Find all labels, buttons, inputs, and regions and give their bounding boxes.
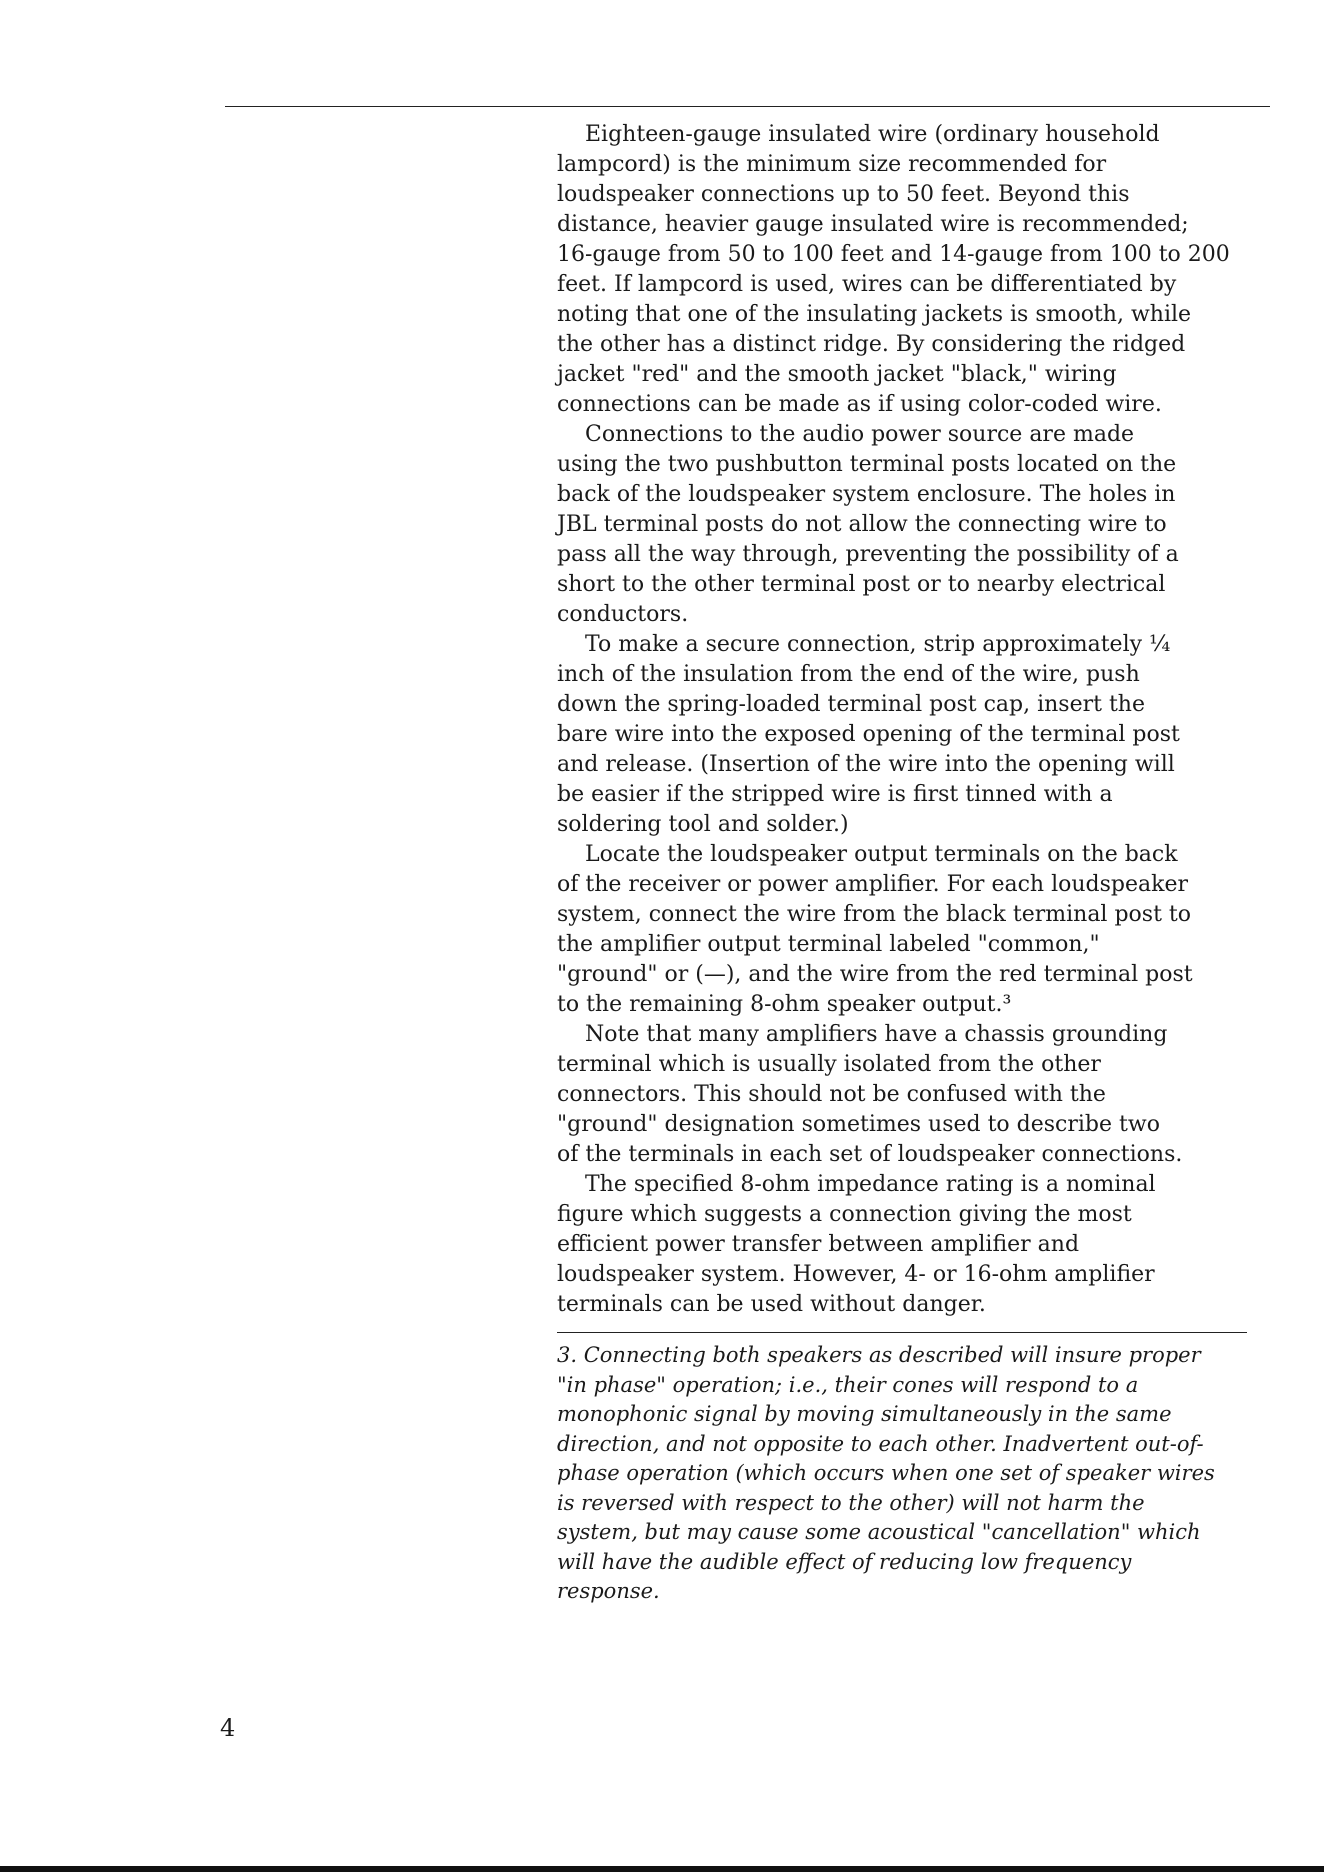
paragraph-output-terminals: Locate the loudspeaker output terminals on the back of the receiver or power amplifier. For each loudspeaker system, connect the wire from the black terminal post to the amplifier output terminal labeled "common," "ground" or (—), and the wire from the red terminal post to the remaining 8-ohm speaker output.³ <box>557 842 1193 1017</box>
paragraph-impedance: The specified 8-ohm impedance rating is a nominal figure which suggests a connection giving the most efficient power transfer between amplifier and loudspeaker system. However, 4- or 16-ohm amplifier terminals can be used without danger. <box>557 1172 1156 1317</box>
footnote-rule <box>557 1332 1247 1333</box>
paragraph-grounding: Note that many amplifiers have a chassis grounding terminal which is usually isolated from the other connectors. This should not be confused with the "ground" designation sometimes used to describe two of the terminals in each set of loudspeaker connections. <box>557 1022 1183 1167</box>
paragraph-wire-gauge: Eighteen-gauge insulated wire (ordinary household lampcord) is the minimum size recommended for loudspeaker connections up to 50 feet. Beyond this distance, heavier gauge insulated wire is recommended; 16-gauge from 50 to 100 feet and 14-gauge from 100 to 200 feet. If lampcord is used, wires can be differentiated by noting that one of the insulating jackets is smooth, while the other has a distinct ridge. By considering the ridged jacket "red" and the smooth jacket "black," wiring connections can be made as if using color-coded wire. <box>557 122 1230 417</box>
scan-edge-bar <box>0 1866 1324 1872</box>
page-number: 4 <box>220 1714 236 1742</box>
paragraph-secure-connection: To make a secure connection, strip approximately ¼ inch of the insulation from the end of the wire, push down the spring-loaded terminal post cap, insert the bare wire into the exposed opening of the terminal post and release. (Insertion of the wire into the opening will be easier if the stripped wire is first tinned with a soldering tool and solder.) <box>557 632 1180 837</box>
header-rule <box>225 106 1270 107</box>
footnote: 3. Connecting both speakers as described will insure proper "in phase" operation; i.e., their cones will respond to a monophonic signal by moving simultaneously in the same direction, and not opposite to each other. Inadvertent out-of- phase operation (which occurs when one set of speaker wires is reversed with respect to the other) will not harm the system, but may cause some acoustical "cancellation" which will have the audible effect of reducing low frequency response. <box>557 1343 1215 1603</box>
paragraph-connections: Connections to the audio power source are made using the two pushbutton terminal posts located on the back of the loudspeaker system enclosure. The holes in JBL terminal posts do not allow the connecting wire to pass all the way through, preventing the possibility of a short to the other terminal post or to nearby electrical conductors. <box>557 422 1179 627</box>
text-column <box>557 120 1252 1607</box>
body-text <box>557 120 1252 1320</box>
